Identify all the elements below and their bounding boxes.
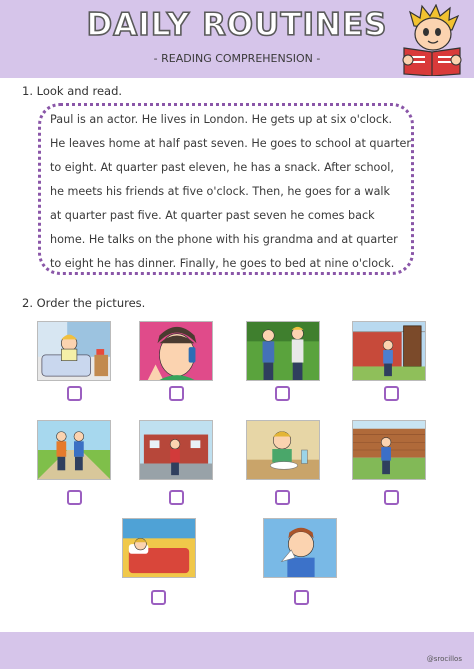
header-banner: [0, 0, 474, 78]
page-title: DAILY ROUTINES: [86, 7, 388, 43]
boy-reading-book-icon: [400, 4, 464, 76]
picture-having-dinner: [246, 420, 320, 480]
author-credit: @srocillos: [426, 655, 462, 663]
passage-line: at quarter past five. At quarter past seven he comes back: [50, 209, 375, 222]
order-checkbox[interactable]: [151, 590, 166, 605]
passage-line: to eight he has dinner. Finally, he goes to bed at nine o'clock.: [50, 257, 395, 270]
picture-meeting-friends: [246, 321, 320, 381]
order-checkbox[interactable]: [275, 490, 290, 505]
footer-banner: [0, 632, 474, 669]
order-checkbox[interactable]: [169, 386, 184, 401]
picture-talking-on-phone: [139, 321, 213, 381]
instruction-order-pictures: 2. Order the pictures.: [22, 296, 146, 310]
passage-line: he meets his friends at five o'clock. Then, he goes for a walk: [50, 185, 391, 198]
picture-leaving-home: [352, 321, 426, 381]
order-checkbox[interactable]: [67, 490, 82, 505]
picture-going-for-walk: [37, 420, 111, 480]
order-checkbox[interactable]: [384, 490, 399, 505]
order-checkbox[interactable]: [169, 490, 184, 505]
passage-line: to eight. At quarter past eleven, he has a snack. After school,: [50, 161, 394, 174]
passage-line: Paul is an actor. He lives in London. He gets up at six o'clock.: [50, 113, 393, 126]
order-checkbox[interactable]: [384, 386, 399, 401]
passage-line: home. He talks on the phone with his grandma and at quarter: [50, 233, 398, 246]
passage-line: He leaves home at half past seven. He goes to school at quarter: [50, 137, 411, 150]
order-checkbox[interactable]: [294, 590, 309, 605]
picture-having-snack: [263, 518, 337, 578]
picture-waking-up: [37, 321, 111, 381]
order-checkbox[interactable]: [275, 386, 290, 401]
instruction-look-and-read: 1. Look and read.: [22, 84, 123, 98]
picture-coming-back-home: [352, 420, 426, 480]
order-checkbox[interactable]: [67, 386, 82, 401]
reading-passage: [50, 108, 412, 276]
page-subtitle: - READING COMPREHENSION -: [153, 52, 321, 65]
picture-going-to-bed: [122, 518, 196, 578]
picture-going-to-school: [139, 420, 213, 480]
